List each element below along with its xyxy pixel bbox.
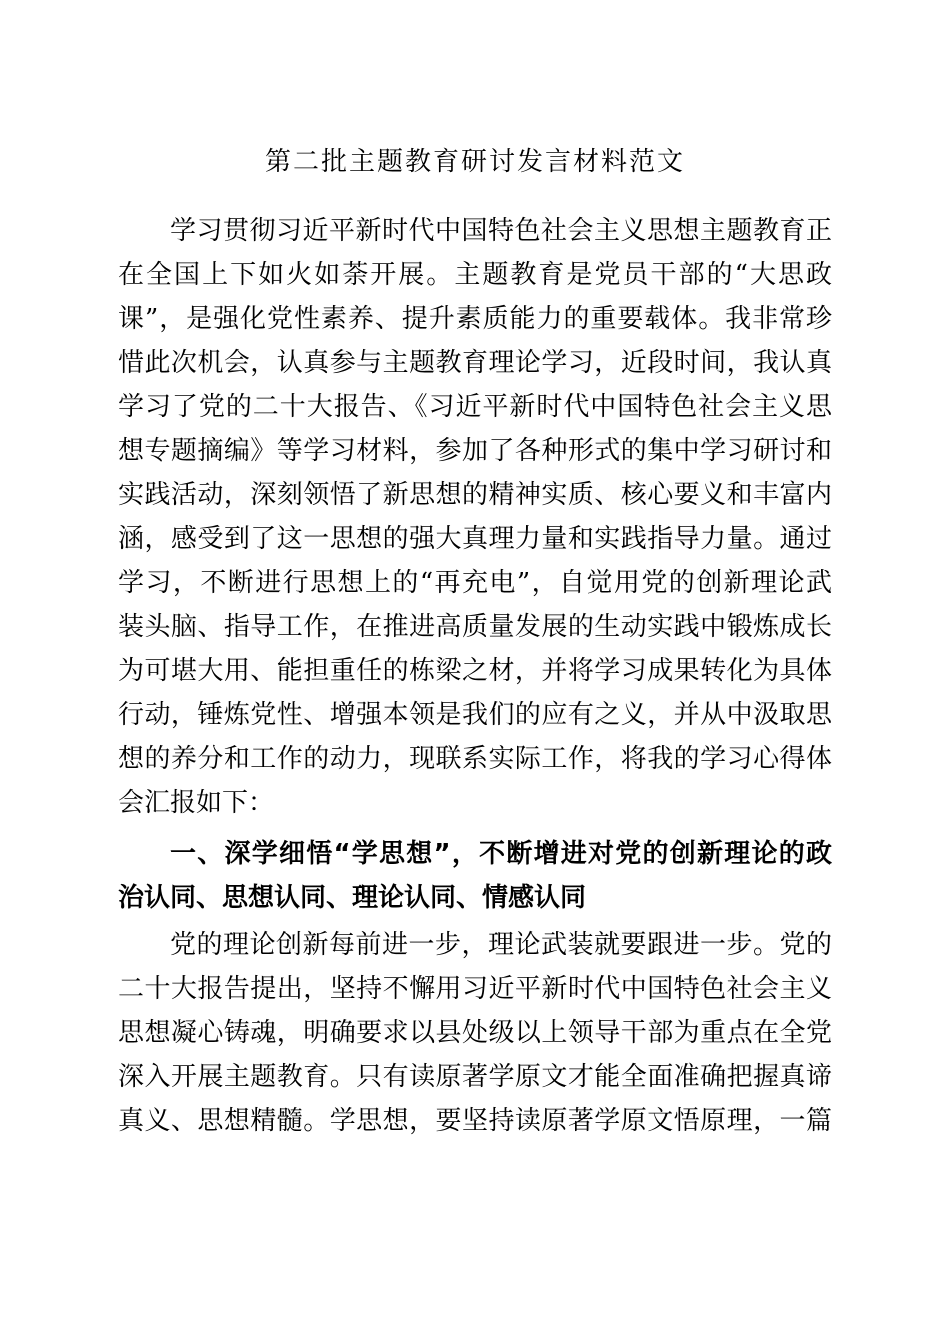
paragraph-line: 涵，感受到了这一思想的强大真理力量和实践指导力量。通过 [118,524,832,554]
paragraph-line: 在全国上下如火如荼开展。主题教育是党员干部的“大思政 [118,260,832,290]
paragraph-line: 党的理论创新每前进一步，理论武装就要跟进一步。党的 [170,930,832,960]
paragraph-line: 学习了党的二十大报告、《习近平新时代中国特色社会主义思 [118,392,832,422]
section-heading-line: 治认同、思想认同、理论认同、情感认同 [118,883,587,913]
paragraph-line: 惜此次机会，认真参与主题教育理论学习，近段时间，我认真 [118,348,832,378]
paragraph-line: 思想凝心铸魂，明确要求以县处级以上领导干部为重点在全党 [118,1018,832,1048]
paragraph-line: 为可堪大用、能担重任的栋梁之材，并将学习成果转化为具体 [118,656,832,686]
paragraph-line: 想专题摘编》等学习材料，参加了各种形式的集中学习研讨和 [118,436,832,466]
paragraph-line: 学习，不断进行思想上的“再充电”，自觉用党的创新理论武 [118,568,832,598]
paragraph-line: 二十大报告提出，坚持不懈用习近平新时代中国特色社会主义 [118,974,832,1004]
section-heading-line: 一、深学细悟“学思想”，不断增进对党的创新理论的政 [170,839,832,869]
paragraph-line: 行动，锤炼党性、增强本领是我们的应有之义，并从中汲取思 [118,700,832,730]
paragraph-line: 会汇报如下： [118,788,275,818]
paragraph-line: 学习贯彻习近平新时代中国特色社会主义思想主题教育正 [170,216,832,246]
paragraph-line: 实践活动，深刻领悟了新思想的精神实质、核心要义和丰富内 [118,480,832,510]
paragraph-line: 想的养分和工作的动力，现联系实际工作，将我的学习心得体 [118,744,832,774]
document-title: 第二批主题教育研讨发言材料范文 [264,147,685,177]
paragraph-line: 装头脑、指导工作，在推进高质量发展的生动实践中锻炼成长 [118,612,832,642]
paragraph-line: 课”，是强化党性素养、提升素质能力的重要载体。我非常珍 [118,304,832,334]
paragraph-line: 深入开展主题教育。只有读原著学原文才能全面准确把握真谛 [118,1062,832,1092]
paragraph-line: 真义、思想精髓。学思想，要坚持读原著学原文悟原理，一篇 [118,1106,832,1136]
